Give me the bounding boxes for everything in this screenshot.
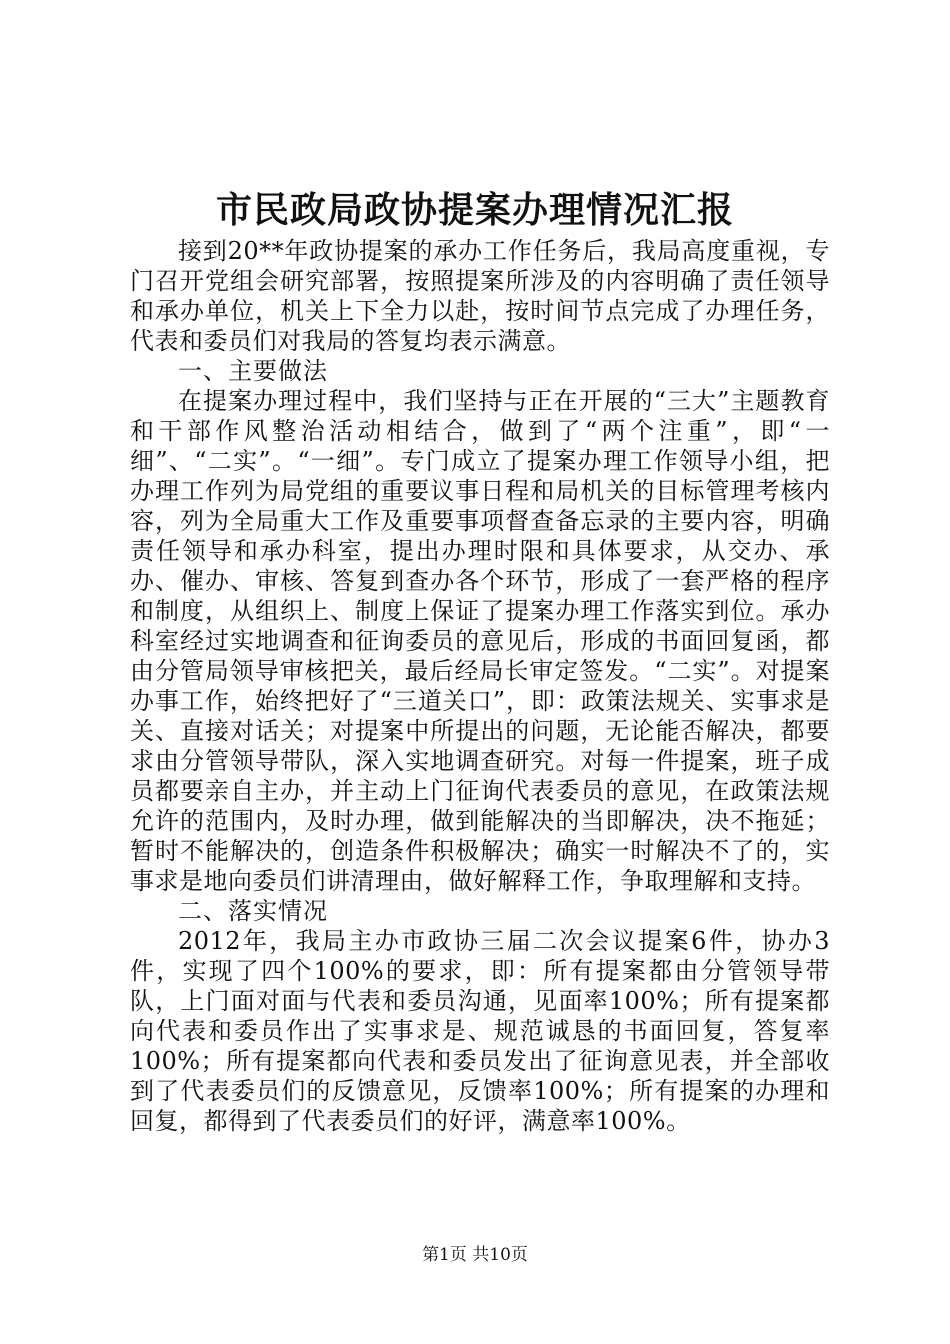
section-body-main-practices: 在提案办理过程中，我们坚持与正在开展的“三大”主题教育和干部作风整治活动相结合，做到了“两个注重”，即“一细”、“二实”。“一细”。专门成立了提案办理工作领导小组，把办理工作列为局党组的重要议事日程和局机关的目标管理考核内容，列为全局重大工作及重要事项督查备忘录的主要内容，明确责任领导和承办科室，提出办理时限和具体要求，从交办、承办、催办、审核、答复到查办各个环节，形成了一套严格的程序和制度，从组织上、制度上保证了提案办理工作落实到位。承办科室经过实地调查和征询委员的意见后，形成的书面回复函，都由分管局领导审核把关，最后经局长审定签发。“二实”。对提案办事工作，始终把好了“三道关口”，即：政策法规关、实事求是关、直接对话关；对提案中所提出的问题，无论能否解决，都要求由分管领导带队，深入实地调查研究。对每一件提案，班子成员都要亲自主办，并主动上门征询代表委员的意见，在政策法规允许的范围内，及时办理，做到能解决的当即解决，决不拖延；暂时不能解决的，创造条件积极解决；确实一时解决不了的，实事求是地向委员们讲清理由，做好解释工作，争取理解和支持。	[130, 387, 830, 895]
document-title: 市民政局政协提案办理情况汇报	[215, 189, 734, 231]
section-body-implementation: 2012年，我局主办市政协三届二次会议提案6件，协办3件，实现了四个100%的要求，即：所有提案都由分管领导带队，上门面对面与代表和委员沟通，见面率100%；所有提案都向代表和委员作出了实事求是、规范诚恳的书面回复，答复率100%；所有提案都向代表和委员发出了征询意见表，并全部收到了代表委员们的反馈意见，反馈率100%；所有提案的办理和回复，都得到了代表委员们的好评，满意率100%。	[130, 927, 830, 1135]
section-heading-implementation: 二、落实情况	[178, 897, 328, 925]
page-footer: 第1页 共10页	[422, 1245, 528, 1265]
intro-paragraph: 接到20**年政协提案的承办工作任务后，我局高度重视，专门召开党组会研究部署，按照提案所涉及的内容明确了责任领导和承办单位，机关上下全力以赴，按时间节点完成了办理任务，代表和委员们对我局的答复均表示满意。	[130, 237, 830, 355]
document-body	[130, 236, 830, 1136]
section-heading-main-practices: 一、主要做法	[178, 357, 328, 385]
